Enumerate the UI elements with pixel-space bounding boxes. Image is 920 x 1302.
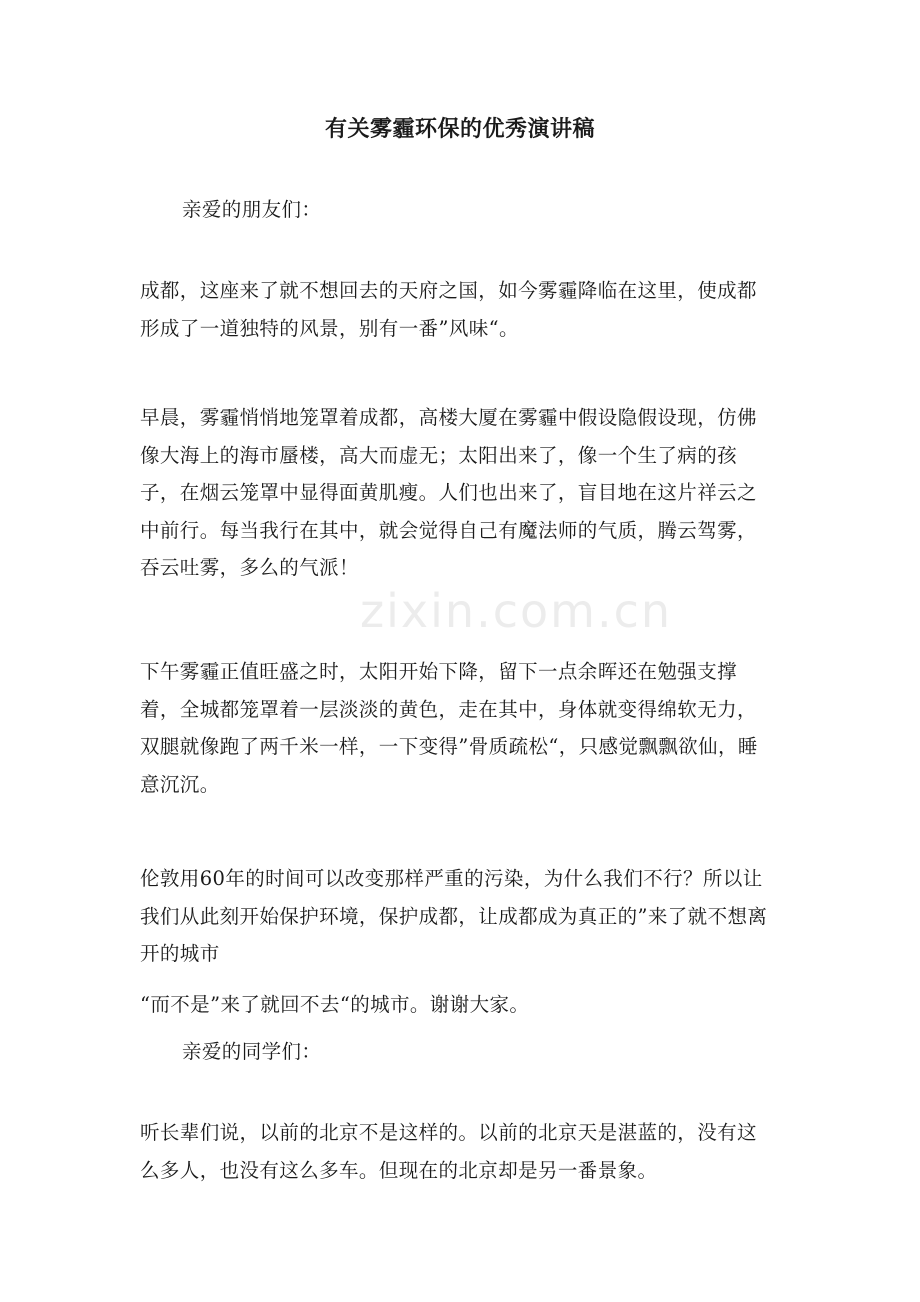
watermark: zixin.com.cn xyxy=(360,584,673,638)
paragraph-chengdu-intro: 成都，这座来了就不想回去的天府之国，如今雾霾降临在这里，使成都形成了一道独特的风景，别有一番”风味“。 xyxy=(140,279,757,340)
paragraph-london: 伦敦用60年的时间可以改变那样严重的污染，为什么我们不行？所以让我们从此刻开始保护环境，保护成都，让成都成为真正的”来了就不想离开的城市 xyxy=(140,867,768,965)
greeting-friends: 亲爱的朋友们： xyxy=(182,198,322,221)
greeting-classmates: 亲爱的同学们： xyxy=(182,1040,322,1063)
paragraph-morning: 早晨，雾霾悄悄地笼罩着成都，高楼大厦在雾霾中假设隐假设现，仿佛像大海上的海市蜃楼，高大而虚无；太阳出来了，像一个生了病的孩子，在烟云笼罩中显得面黄肌瘦。人们也出来了，盲目地在这片祥云之中前行。每当我行在其中，就会觉得自己有魔法师的气质，腾云驾雾，吞云吐雾，多么的气派！ xyxy=(140,406,757,579)
paragraph-london-end: “而不是”来了就回不去“的城市。谢谢大家。 xyxy=(140,993,530,1016)
document-title: 有关雾霾环保的优秀演讲稿 xyxy=(324,116,595,142)
paragraph-beijing: 听长辈们说，以前的北京不是这样的。以前的北京天是湛蓝的，没有这么多人，也没有这么多车。但现在的北京却是另一番景象。 xyxy=(140,1121,757,1182)
paragraph-afternoon: 下午雾霾正值旺盛之时，太阳开始下降，留下一点余晖还在勉强支撑着，全城都笼罩着一层淡淡的黄色，走在其中，身体就变得绵软无力，双腿就像跑了两千米一样，一下变得”骨质疏松“，只感觉飘飘欲仙，睡意沉沉。 xyxy=(140,660,758,796)
